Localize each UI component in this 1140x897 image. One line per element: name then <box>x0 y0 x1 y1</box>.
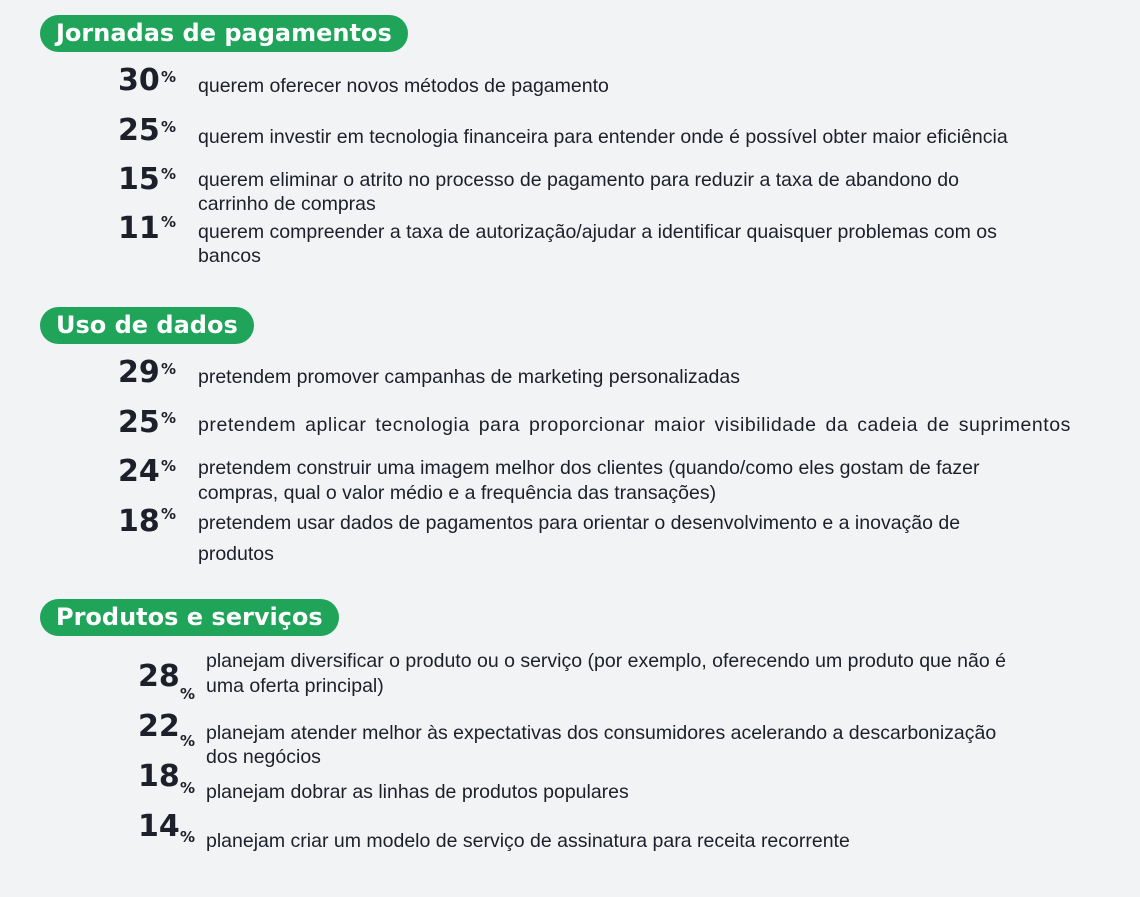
stat-unit: % <box>180 779 196 797</box>
stat-value: 29 <box>118 355 160 390</box>
stat-value: 28 <box>138 659 180 694</box>
stat-text-line: produtos <box>198 543 274 565</box>
stat-value: 11 <box>118 211 160 246</box>
stat-text: pretendem aplicar tecnologia para proporcionar maior visibilidade da cadeia de suprimentos <box>198 414 1071 436</box>
stat-unit: % <box>161 213 177 231</box>
stat-text-line: planejam diversificar o produto ou o serviço (por exemplo, oferecendo um produto que não é <box>206 650 1006 672</box>
stat-unit: % <box>161 360 177 378</box>
stat-unit: % <box>161 68 177 86</box>
stat-text: planejam criar um modelo de serviço de assinatura para receita recorrente <box>206 830 850 852</box>
stat-text: pretendem promover campanhas de marketing personalizadas <box>198 366 740 388</box>
stat-text-line: querem eliminar o atrito no processo de pagamento para reduzir a taxa de abandono do <box>198 169 959 191</box>
stat-unit: % <box>161 457 177 475</box>
section-title-jornadas: Jornadas de pagamentos <box>40 15 408 52</box>
stat-unit: % <box>161 118 177 136</box>
stat-text-line: pretendem usar dados de pagamentos para orientar o desenvolvimento e a inovação de <box>198 512 961 534</box>
stat-value: 15 <box>118 162 160 197</box>
stat-unit: % <box>161 165 177 183</box>
stat-text-line: planejam atender melhor às expectativas dos consumidores acelerando a descarbonização <box>206 722 997 744</box>
stat-value: 30 <box>118 63 160 98</box>
stat-text: planejam dobrar as linhas de produtos populares <box>206 781 629 803</box>
stat-text-line: carrinho de compras <box>198 193 376 215</box>
section-title-uso-de-dados: Uso de dados <box>40 307 254 344</box>
stat-unit: % <box>161 409 177 427</box>
stat-text-line: dos negócios <box>206 746 321 768</box>
stat-text-line: compras, qual o valor médio e a frequência das transações) <box>198 482 717 504</box>
stat-text: querem oferecer novos métodos de pagamento <box>198 75 609 97</box>
stat-value: 18 <box>138 759 180 794</box>
stat-unit: % <box>180 828 196 846</box>
stat-value: 14 <box>138 809 180 844</box>
stat-value: 22 <box>138 709 180 744</box>
stat-text-line: pretendem construir uma imagem melhor dos clientes (quando/como eles gostam de fazer <box>198 457 980 479</box>
stat-value: 18 <box>118 504 160 539</box>
stat-text-line: bancos <box>198 245 261 267</box>
stat-text: querem investir em tecnologia financeira para entender onde é possível obter maior eficiência <box>198 126 1008 148</box>
stat-value: 24 <box>118 454 160 489</box>
stat-text-line: querem compreender a taxa de autorização/ajudar a identificar quaisquer problemas com os <box>198 221 997 243</box>
stat-unit: % <box>180 732 196 750</box>
stat-text-line: uma oferta principal) <box>206 675 384 697</box>
stat-value: 25 <box>118 113 160 148</box>
stat-unit: % <box>180 685 196 703</box>
stat-value: 25 <box>118 405 160 440</box>
stat-unit: % <box>161 505 177 523</box>
section-title-produtos-e-servicos: Produtos e serviços <box>40 599 339 636</box>
